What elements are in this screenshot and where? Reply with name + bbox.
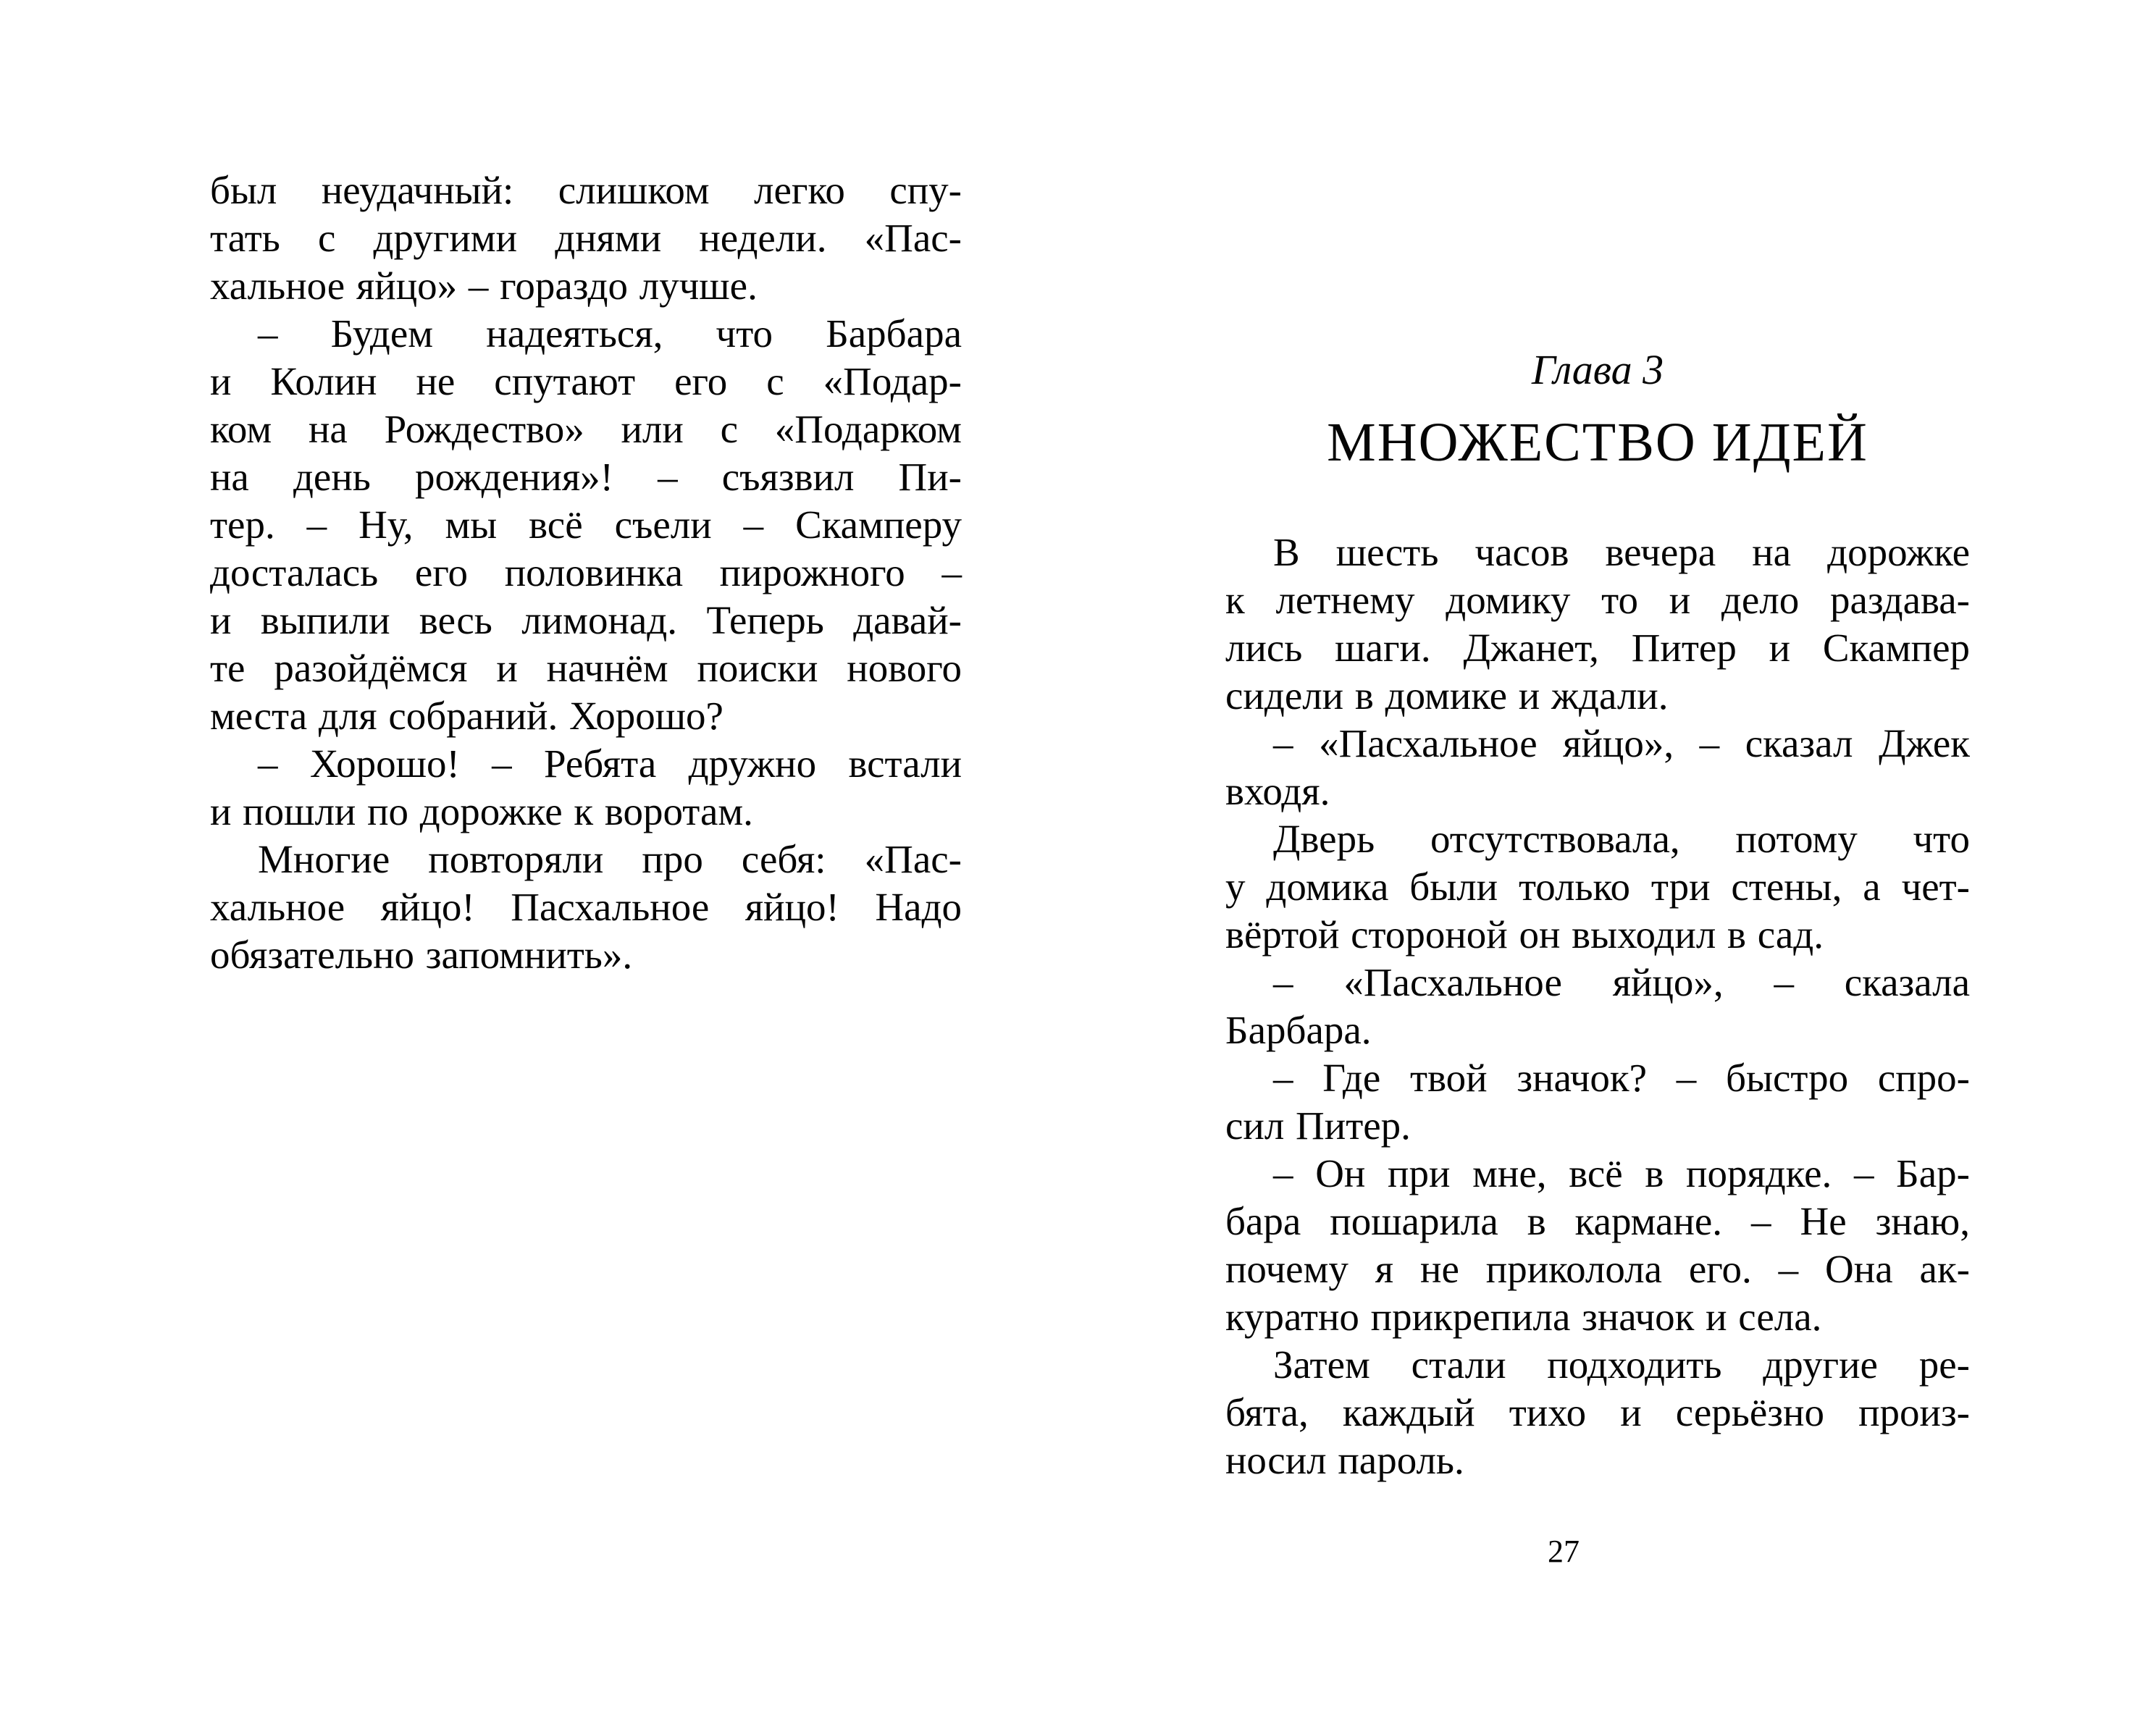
text-line: сидели в домике и ждали. <box>1225 673 1669 718</box>
paragraph <box>1225 815 1970 959</box>
text-line: лись шаги. Джанет, Питер и Скампер <box>1225 626 1970 670</box>
text-line: – «Пасхальное яйцо», – сказала <box>1273 960 1970 1004</box>
text-line: – «Пасхальное яйцо», – сказал Джек <box>1273 721 1970 765</box>
text-line: ком на Рождество» или с «Подарком <box>210 407 962 451</box>
paragraph <box>210 836 962 979</box>
text-line: хальное яйцо! Пасхальное яйцо! Надо <box>210 885 962 929</box>
text-line: и пошли по дорожке к воротам. <box>210 789 753 833</box>
right-page-text-block <box>1225 529 1970 1484</box>
paragraph <box>1225 720 1970 815</box>
text-line: досталась его половинка пирожного – <box>210 550 962 594</box>
text-line: – Где твой значок? – быстро спро- <box>1273 1056 1970 1100</box>
text-line: тать с другими днями недели. «Пас- <box>210 216 962 260</box>
paragraph <box>1225 1341 1970 1484</box>
text-line: у домика были только три стены, а чет- <box>1225 865 1970 909</box>
text-line: сил Питер. <box>1225 1103 1411 1148</box>
text-line: входя. <box>1225 769 1330 813</box>
paragraph <box>210 740 962 836</box>
text-line: к летнему домику то и дело раздава- <box>1225 578 1970 622</box>
text-line: и Колин не спутают его с «Подар- <box>210 359 962 403</box>
text-line: вёртой стороной он выходил в сад. <box>1225 912 1824 957</box>
text-line: бара пошарила в кармане. – Не знаю, <box>1225 1199 1970 1243</box>
paragraph <box>1225 1054 1970 1150</box>
text-line: – Он при мне, всё в порядке. – Бар- <box>1273 1151 1970 1195</box>
text-line: – Хорошо! – Ребята дружно встали <box>258 741 962 786</box>
paragraph <box>210 310 962 740</box>
text-line: обязательно запомнить». <box>210 933 633 977</box>
text-line: почему я не приколола его. – Она ак- <box>1225 1247 1970 1291</box>
text-line: носил пароль. <box>1225 1438 1464 1482</box>
text-line: Многие повторяли про себя: «Пас- <box>258 837 962 881</box>
left-page-text-block <box>210 167 962 979</box>
text-line: на день рождения»! – съязвил Пи- <box>210 455 962 499</box>
text-line: – Будем надеяться, что Барбара <box>258 311 962 356</box>
chapter-label: Глава 3 <box>1531 346 1664 393</box>
paragraph <box>1225 959 1970 1054</box>
text-line: В шесть часов вечера на дорожке <box>1273 530 1970 574</box>
text-line: Затем стали подходить другие ре- <box>1273 1342 1970 1387</box>
page-number: 27 <box>1548 1534 1580 1569</box>
text-line: места для собраний. Хорошо? <box>210 694 723 738</box>
text-line: куратно прикрепила значок и села. <box>1225 1295 1822 1339</box>
text-line: Барбара. <box>1225 1008 1372 1052</box>
text-line: Дверь отсутствовала, потому что <box>1273 817 1970 861</box>
paragraph <box>1225 529 1970 720</box>
text-line: и выпили весь лимонад. Теперь давай- <box>210 598 962 642</box>
text-line: тер. – Ну, мы всё съели – Скамперу <box>210 503 962 547</box>
chapter-title: МНОЖЕСТВО ИДЕЙ <box>1327 412 1868 473</box>
paragraph <box>210 167 962 310</box>
paragraph <box>1225 1150 1970 1341</box>
text-line: был неудачный: слишком легко спу- <box>210 168 962 212</box>
text-line: те разойдёмся и начнём поиски нового <box>210 646 962 690</box>
text-line: хальное яйцо» – гораздо лучше. <box>210 264 758 308</box>
text-line: бята, каждый тихо и серьёзно произ- <box>1225 1390 1970 1434</box>
